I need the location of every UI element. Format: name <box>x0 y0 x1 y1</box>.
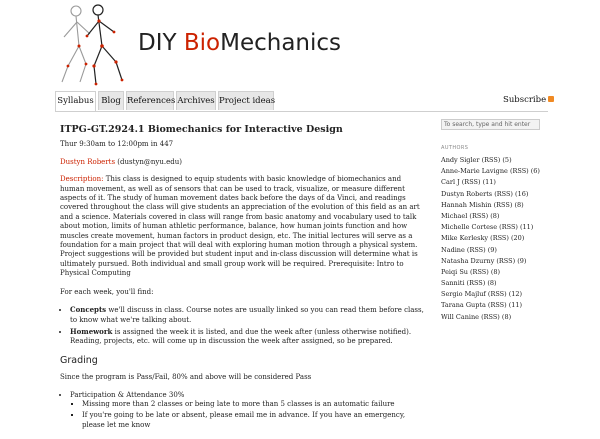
description-label: Description: <box>60 175 104 184</box>
author-link[interactable]: Natasha Dzurny (RSS) (9) <box>441 256 527 265</box>
tab-syllabus[interactable]: Syllabus <box>55 91 96 111</box>
site-title[interactable] <box>138 30 341 56</box>
tab-blog[interactable]: Blog <box>98 91 124 110</box>
instructor <box>60 158 426 167</box>
author-link[interactable]: Peiqi Su (RSS) (8) <box>441 267 501 276</box>
main-content <box>60 125 426 439</box>
search-input[interactable]: To search, type and hit enter <box>441 119 540 130</box>
author-link[interactable]: Dustyn Roberts (RSS) (16) <box>441 189 529 198</box>
nav-bar <box>55 89 548 112</box>
each-week-intro: For each week, you'll find: <box>60 287 154 296</box>
description-text: This class is designed to equip students with basic knowledge of biomechanics and human movement, as well as of sensors that can be used to track, visualize, or measure different aspects of it. The study of human movement dates back before the days of da Vinci, and readings covered throughout the class will give students an appreciation of the evolution of this field as an art and a science. Materials covered in class will range from basic anatomy and vocabulary used to talk about motion, limits of human athletic performance, balance, how human joints function and how muscles create movement, human factors in product design, etc. The initial lectures will serve as a foundation for a main project that will deal with exploring human motion through a physical system. Project suggestions will be provided but student input and in-class discussion will determine what is ultimately pursued. Both individual and small group work will be required. Prerequisite: Intro to Physical Computing <box>60 175 420 278</box>
grading-text: Since the program is Pass/Fail, 80% and above will be considered Pass <box>60 373 312 382</box>
tab-project-ideas[interactable]: Project ideas <box>218 91 274 110</box>
homework-text: is assigned the week it is listed, and due the week after (unless otherwise notified). Reading, projects, etc. will come up in discussion the week after assigned, so be prepared. <box>70 327 412 346</box>
author-link[interactable]: Nadine (RSS) (9) <box>441 245 497 254</box>
participation-rules <box>70 400 426 430</box>
grading-heading: Grading <box>60 354 98 366</box>
author-link[interactable]: Anne-Marie Lavigne (RSS) (6) <box>441 167 540 176</box>
course-title: ITPG-GT.2924.1 Biomechanics for Interactive Design <box>60 124 343 135</box>
list-item <box>70 327 426 347</box>
concepts-text: we'll discuss in class. Course notes are usually linked so you can read them before class, to know what we're talking about. <box>70 306 424 324</box>
missing-rule: ▪ Missing more than 2 classes or being late to more than 5 classes is an automatic failure <box>82 400 426 409</box>
instructor-email: (dustyn@nyu.edu) <box>115 157 182 166</box>
grading-list <box>60 391 426 431</box>
site-title-mechanics: Mechanics <box>220 30 342 56</box>
author-link[interactable]: Carl J (RSS) (11) <box>441 178 496 187</box>
homework-label: Homework <box>70 326 113 336</box>
tab-references[interactable]: References <box>126 91 174 110</box>
tab-archives[interactable]: Archives <box>176 91 216 110</box>
list-item <box>70 305 426 325</box>
author-link[interactable]: Andy Sigler (RSS) (5) <box>441 156 512 164</box>
author-link[interactable]: Sergio Majluf (RSS) (12) <box>441 290 523 299</box>
instructor-link[interactable]: Dustyn Roberts <box>60 157 116 166</box>
weekly-items-list <box>60 305 426 347</box>
schedule: Thur 9:30am to 12:00pm in 447 <box>60 140 174 149</box>
author-link[interactable]: Mike Kerlesky (RSS) (20) <box>441 234 525 243</box>
rss-icon <box>548 96 554 102</box>
author-link[interactable]: Sanniti (RSS) (8) <box>441 279 497 288</box>
site-title-bio: Bio <box>183 30 221 56</box>
site-title-diy: DIY <box>138 30 184 56</box>
walking-figure-logo-icon <box>52 2 136 86</box>
site-header <box>0 0 600 86</box>
concepts-label: Concepts <box>70 305 107 315</box>
subscribe-label: Subscribe <box>503 95 547 105</box>
author-link[interactable]: Hannah Mishin (RSS) (8) <box>441 200 524 209</box>
author-link[interactable]: Michelle Cortese (RSS) (11) <box>441 223 534 232</box>
participation-item: Participation & Attendance 30% <box>70 390 185 399</box>
late-rule: ▪ If you're going to be late or absent, please email me in advance. If you have an emergency, please let me know <box>82 411 426 430</box>
authors-heading: AUTHORS <box>441 145 469 151</box>
author-link[interactable]: Will Canine (RSS) (8) <box>441 312 512 321</box>
author-link[interactable]: Michael (RSS) (8) <box>441 211 500 220</box>
course-description <box>60 175 426 278</box>
list-item <box>70 391 426 431</box>
sidebar <box>441 145 551 323</box>
author-link[interactable]: Tarana Gupta (RSS) (11) <box>441 301 523 310</box>
subscribe-link[interactable] <box>503 95 554 105</box>
